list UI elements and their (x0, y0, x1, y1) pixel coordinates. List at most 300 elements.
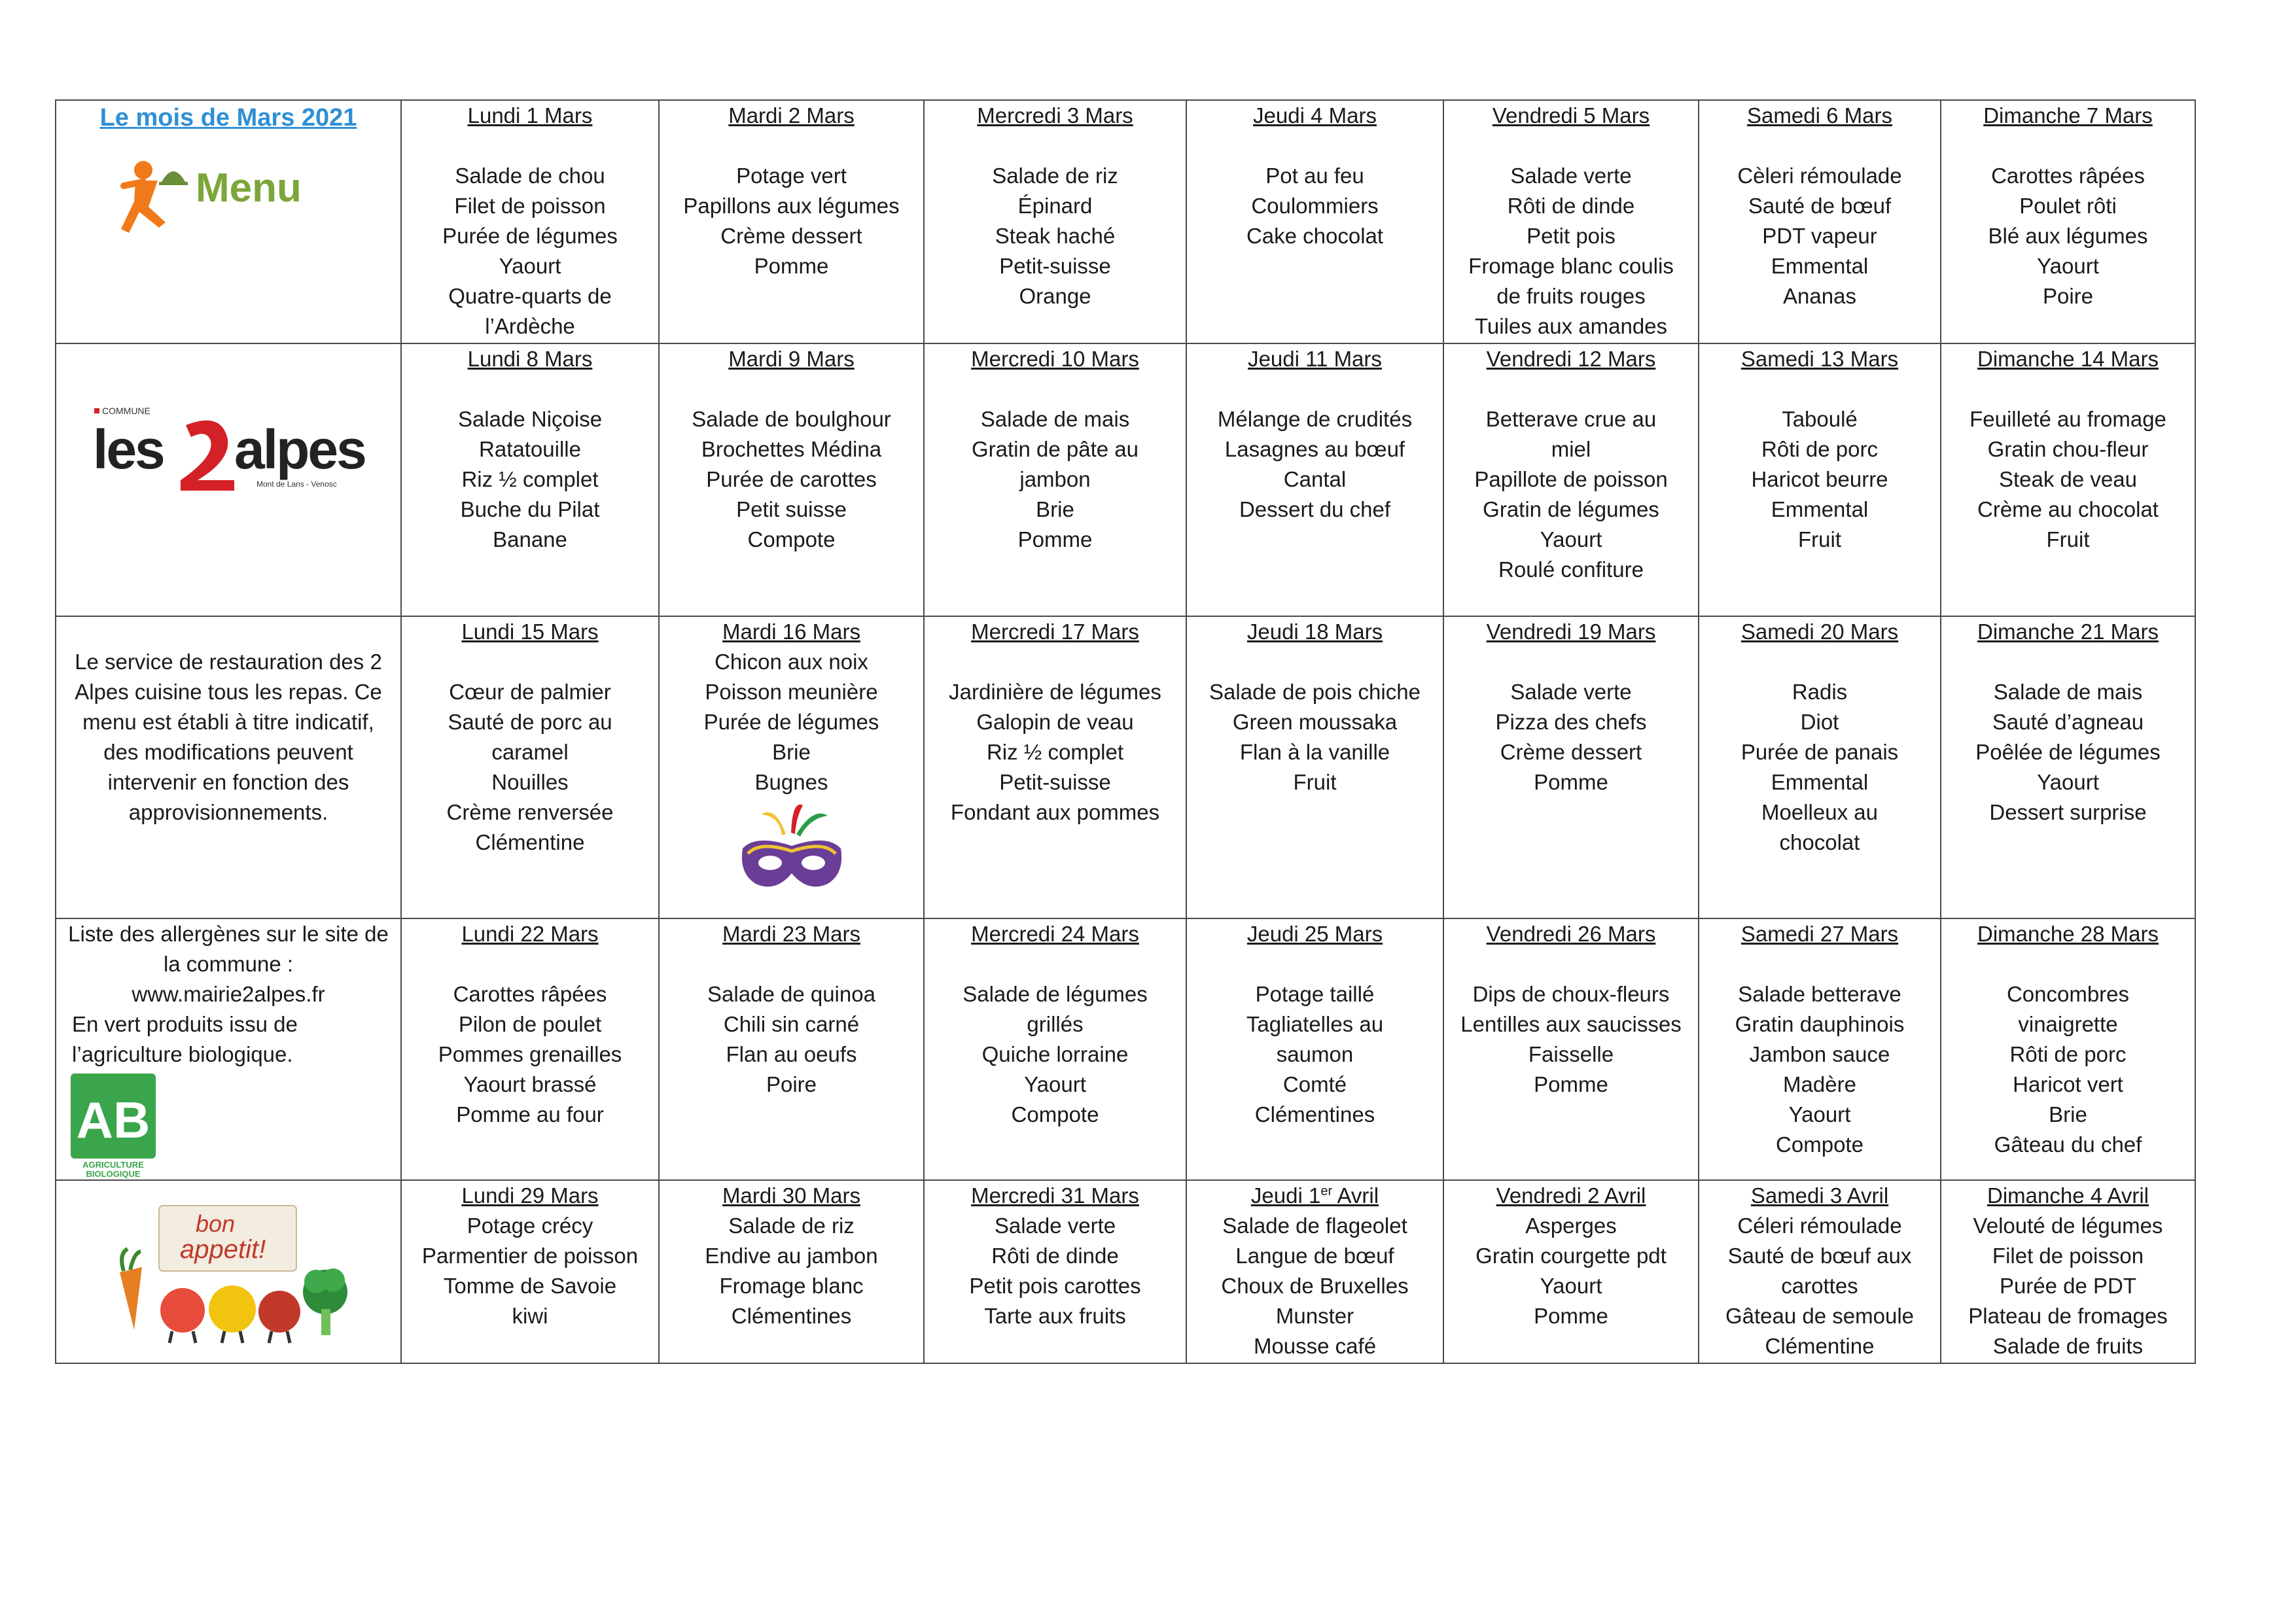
menu-item: Asperges (1525, 1213, 1617, 1238)
info-cell (56, 918, 401, 1180)
day-label: Dimanche 28 Mars (1977, 922, 2159, 946)
menu-item: l’Ardèche (485, 314, 575, 338)
day-cell (1443, 1180, 1699, 1363)
menu-item: Ratatouille (479, 437, 581, 461)
menu-item: Emmental (1771, 770, 1869, 794)
menu-item: Pomme au four (456, 1102, 604, 1126)
day-menu (925, 161, 1186, 311)
day-cell (1699, 1180, 1941, 1363)
week-row (56, 343, 2195, 616)
menu-item: Potage crécy (467, 1213, 593, 1238)
day-menu (925, 979, 1186, 1130)
day-label: Mercredi 17 Mars (971, 620, 1139, 644)
menu-item: Lentilles aux saucisses (1460, 1012, 1682, 1036)
day-menu (660, 1211, 923, 1331)
menu-item: Green moussaka (1232, 710, 1398, 734)
menu-logo-text: Menu (196, 166, 302, 211)
day-cell (924, 616, 1186, 918)
day-label: Jeudi 4 Mars (1253, 103, 1377, 128)
info-cell (56, 616, 401, 918)
day-menu (1699, 677, 1940, 858)
menu-item: Clémentine (1765, 1334, 1875, 1358)
menu-item: Petit-suisse (999, 254, 1111, 278)
day-label: Jeudi 18 Mars (1246, 620, 1383, 644)
day-cell (1941, 616, 2195, 918)
menu-item: Pomme (1534, 1072, 1608, 1096)
menu-item: Faisselle (1528, 1042, 1614, 1066)
menu-item: Haricot vert (2013, 1072, 2123, 1096)
day-cell (1699, 918, 1941, 1180)
menu-item: Parmentier de poisson (421, 1244, 639, 1268)
menu-item: Nouilles (491, 770, 569, 794)
menu-item: Mousse café (1253, 1334, 1377, 1358)
day-label: Mercredi 10 Mars (971, 347, 1139, 371)
menu-item: Jardinière de légumes (949, 680, 1161, 704)
day-menu (1187, 404, 1443, 525)
commune-website-link[interactable]: www.mairie2alpes.fr (132, 982, 325, 1006)
day-menu (402, 404, 658, 555)
menu-item: Feuilleté au fromage (1969, 407, 2166, 431)
menu-item: Chicon aux noix (715, 650, 868, 674)
menu-item: Carottes râpées (453, 982, 607, 1006)
menu-item: Papillote de poisson (1474, 467, 1668, 491)
menu-item: Yaourt (1788, 1102, 1851, 1126)
menu-item: Salade de riz (992, 164, 1118, 188)
menu-item: Orange (1019, 284, 1091, 308)
menu-item: chocolat (1779, 830, 1860, 854)
menu-item: Purée de PDT (1999, 1274, 2137, 1298)
day-cell (1443, 616, 1699, 918)
commune-logo (88, 403, 369, 501)
menu-item: Salade de mais (980, 407, 1130, 431)
menu-item: Petit pois (1527, 224, 1616, 248)
day-label: Vendredi 2 Avril (1496, 1183, 1646, 1208)
day-cell (1443, 918, 1699, 1180)
menu-item: Yaourt (2037, 254, 2099, 278)
bon-appetit-image (104, 1194, 353, 1344)
menu-item: Compote (747, 527, 836, 551)
day-label: Lundi 29 Mars (461, 1183, 599, 1208)
header-cell (56, 100, 401, 343)
menu-item: Petit suisse (736, 497, 847, 521)
day-label: Vendredi 5 Mars (1492, 103, 1650, 128)
day-menu (660, 161, 923, 281)
menu-item: Cèleri rémoulade (1737, 164, 1902, 188)
day-menu (1699, 979, 1940, 1160)
menu-item: Madère (1783, 1072, 1856, 1096)
day-menu (660, 404, 923, 555)
menu-item: Bugnes (754, 770, 828, 794)
menu-item: Tuiles aux amandes (1474, 314, 1668, 338)
menu-item: Taboulé (1782, 407, 1858, 431)
menu-item: Céleri rémoulade (1737, 1213, 1902, 1238)
menu-item: Roulé confiture (1498, 557, 1644, 582)
menu-item: Fondant aux pommes (950, 800, 1160, 824)
day-menu (1699, 161, 1940, 311)
day-cell (401, 918, 659, 1180)
menu-item: Salade de quinoa (707, 982, 875, 1006)
menu-item: Pommes grenailles (438, 1042, 622, 1066)
menu-item: Salade de légumes (963, 982, 1148, 1006)
menu-item: Poêlée de légumes (1975, 740, 2161, 764)
menu-item: Pomme (1534, 1304, 1608, 1328)
menu-item: Fromage blanc (719, 1274, 864, 1298)
day-menu (1699, 404, 1940, 555)
menu-item: Rôti de dinde (991, 1244, 1119, 1268)
menu-item: grillés (1027, 1012, 1084, 1036)
day-cell (1186, 918, 1443, 1180)
commune-name-les: les (93, 419, 164, 480)
menu-item: Pizza des chefs (1495, 710, 1647, 734)
page-title: Le mois de Mars 2021 (99, 104, 357, 131)
day-menu (925, 404, 1186, 555)
ab-label: AB (76, 1091, 150, 1149)
menu-item: Clémentines (731, 1304, 852, 1328)
menu-item: Crème au chocolat (1977, 497, 2159, 521)
menu-item: Fruit (1293, 770, 1337, 794)
menu-item: Crème dessert (1500, 740, 1642, 764)
menu-item: Cœur de palmier (449, 680, 611, 704)
menu-table (55, 99, 2196, 1364)
menu-item: Emmental (1771, 254, 1869, 278)
day-cell (401, 343, 659, 616)
menu-item: Tomme de Savoie (443, 1274, 617, 1298)
menu-item: Rôti de dinde (1507, 194, 1635, 218)
menu-logo (97, 149, 359, 241)
menu-item: Potage taillé (1255, 982, 1375, 1006)
menu-item: Purée de légumes (442, 224, 618, 248)
menu-item: Salade de fruits (1992, 1334, 2144, 1358)
logo-cell (56, 343, 401, 616)
menu-item: carottes (1781, 1274, 1858, 1298)
day-menu (1699, 1211, 1940, 1361)
day-menu (402, 677, 658, 858)
menu-item: Gâteau de semoule (1725, 1304, 1915, 1328)
day-cell (659, 100, 924, 343)
day-label: Mardi 16 Mars (722, 620, 860, 644)
menu-item: Quiche lorraine (981, 1042, 1129, 1066)
menu-item: Gâteau du chef (1994, 1132, 2142, 1157)
day-cell (1186, 616, 1443, 918)
menu-item: Munster (1275, 1304, 1354, 1328)
menu-item: Endive au jambon (705, 1244, 878, 1268)
commune-sub-label: Mont de Lans - Venosc (256, 480, 337, 489)
day-menu (1444, 161, 1698, 341)
menu-item: Concombres (2006, 982, 2130, 1006)
menu-item: Purée de panais (1740, 740, 1899, 764)
day-label: Lundi 22 Mars (461, 922, 599, 946)
menu-item: Choux de Bruxelles (1221, 1274, 1409, 1298)
day-cell (924, 1180, 1186, 1363)
day-cell (1941, 1180, 2195, 1363)
day-cell (659, 343, 924, 616)
menu-item: Comté (1282, 1072, 1347, 1096)
menu-item: Épinard (1017, 194, 1093, 218)
menu-item: Rôti de porc (1761, 437, 1878, 461)
day-menu (925, 677, 1186, 828)
day-cell (924, 100, 1186, 343)
menu-item: Brie (1036, 497, 1074, 521)
menu-item: Flan au oeufs (726, 1042, 857, 1066)
menu-item: Diot (1800, 710, 1839, 734)
menu-item: Poire (766, 1072, 817, 1096)
menu-item: Filet de poisson (454, 194, 606, 218)
day-cell (1699, 616, 1941, 918)
menu-item: Plateau de fromages (1968, 1304, 2168, 1328)
menu-item: Papillons aux légumes (683, 194, 900, 218)
menu-item: Sauté d’agneau (1992, 710, 2144, 734)
menu-item: saumon (1276, 1042, 1354, 1066)
ab-caption-2: BIOLOGIQUE (86, 1169, 141, 1178)
allergen-note: Liste des allergènes sur le site de la commune : (68, 922, 389, 976)
day-label: Mardi 9 Mars (728, 347, 855, 371)
service-note: Le service de restauration des 2 Alpes cuisine tous les repas. Ce menu est établi à titre indicatif, des modifications peuvent intervenir en fonction des approvisionnements. (75, 650, 382, 824)
commune-small-label: COMMUNE (102, 406, 150, 416)
menu-item: Poulet rôti (2019, 194, 2117, 218)
menu-item: Chili sin carné (723, 1012, 860, 1036)
menu-item: Yaourt (1540, 527, 1602, 551)
day-menu (1444, 979, 1698, 1100)
menu-item: Fruit (2046, 527, 2090, 551)
bon-appetit-word-2: appetit! (180, 1235, 266, 1264)
week-row (56, 616, 2195, 918)
day-cell (1186, 343, 1443, 616)
menu-item: de fruits rouges (1496, 284, 1646, 308)
day-cell (924, 918, 1186, 1180)
menu-item: Compote (1011, 1102, 1099, 1126)
day-menu (925, 1211, 1186, 1331)
day-label: Mardi 2 Mars (728, 103, 855, 128)
menu-item: Riz ½ complet (986, 740, 1124, 764)
menu-item: Salade de boulghour (692, 407, 891, 431)
menu-item: caramel (491, 740, 569, 764)
day-cell (401, 616, 659, 918)
day-cell (401, 1180, 659, 1363)
day-menu (1941, 677, 2195, 828)
day-label-suffix: Avril (1332, 1183, 1379, 1208)
menu-item: Salade verte (1510, 164, 1632, 188)
menu-item: Filet de poisson (1992, 1244, 2144, 1268)
menu-item: Salade betterave (1738, 982, 1901, 1006)
menu-item: Lasagnes au bœuf (1224, 437, 1405, 461)
day-menu (1941, 979, 2195, 1160)
menu-item: Blé aux légumes (1988, 224, 2148, 248)
day-menu (1444, 677, 1698, 797)
day-menu (1187, 161, 1443, 251)
menu-item: Salade de riz (728, 1213, 855, 1238)
ab-caption-1: AGRICULTURE (82, 1160, 144, 1170)
day-label: Jeudi 25 Mars (1246, 922, 1383, 946)
menu-item: Pot au feu (1265, 164, 1364, 188)
menu-item: Coulommiers (1251, 194, 1379, 218)
day-cell (1941, 343, 2195, 616)
menu-item: Betterave crue au (1485, 407, 1657, 431)
menu-item: Steak de veau (1999, 467, 2137, 491)
day-label: Vendredi 19 Mars (1486, 620, 1656, 644)
menu-item: Pomme (1017, 527, 1093, 551)
menu-item: Yaourt (2037, 770, 2099, 794)
menu-item: Salade verte (1510, 680, 1632, 704)
day-menu (1187, 677, 1443, 797)
menu-item: Yaourt (1024, 1072, 1086, 1096)
day-menu (1187, 1211, 1443, 1361)
menu-item: Dips de choux-fleurs (1472, 982, 1670, 1006)
menu-item: Rôti de porc (2009, 1042, 2127, 1066)
menu-item: PDT vapeur (1762, 224, 1877, 248)
day-menu (1941, 1211, 2195, 1361)
menu-item: Salade de chou (455, 164, 605, 188)
menu-item: Pomme (1534, 770, 1608, 794)
day-cell (1941, 918, 2195, 1180)
menu-item: Salade Niçoise (457, 407, 603, 431)
menu-item: Cake chocolat (1246, 224, 1384, 248)
menu-item: Crème dessert (720, 224, 862, 248)
day-cell (1699, 100, 1941, 343)
menu-item: Poisson meunière (705, 680, 878, 704)
day-label: Dimanche 4 Avril (1987, 1183, 2149, 1208)
carnival-mask-image (730, 800, 854, 898)
day-label-prefix: Jeudi 1 (1250, 1183, 1321, 1208)
day-cell (1186, 100, 1443, 343)
menu-item: Steak haché (995, 224, 1116, 248)
menu-item: Gratin dauphinois (1735, 1012, 1905, 1036)
day-label: Jeudi 11 Mars (1248, 347, 1382, 371)
day-menu (402, 161, 658, 341)
menu-item: Yaourt brassé (463, 1072, 597, 1096)
menu-item: Galopin de veau (976, 710, 1134, 734)
menu-item: Petit-suisse (999, 770, 1111, 794)
day-menu (402, 979, 658, 1130)
day-cell (659, 616, 924, 918)
day-label (1187, 1181, 1443, 1211)
menu-item: Salade de pois chiche (1209, 680, 1421, 704)
day-menu (1444, 1211, 1698, 1331)
day-label: Mercredi 3 Mars (977, 103, 1133, 128)
menu-item: Fromage blanc coulis (1468, 254, 1674, 278)
menu-item: Buche du Pilat (460, 497, 600, 521)
day-label: Dimanche 7 Mars (1983, 103, 2153, 128)
menu-item: Brie (772, 740, 811, 764)
menu-item: kiwi (512, 1304, 548, 1328)
week-row (56, 1180, 2195, 1363)
menu-item: Sauté de porc au (448, 710, 612, 734)
menu-item: Velouté de légumes (1973, 1213, 2163, 1238)
menu-item: Salade verte (994, 1213, 1116, 1238)
day-cell (1186, 1180, 1443, 1363)
day-label: Samedi 6 Mars (1747, 103, 1892, 128)
commune-name-alpes: alpes (234, 419, 365, 480)
menu-item: Jambon sauce (1749, 1042, 1890, 1066)
week-row (56, 100, 2195, 343)
menu-item: Purée de carottes (706, 467, 877, 491)
menu-item: Banane (493, 527, 567, 551)
menu-item: Gratin de pâte au (971, 437, 1139, 461)
menu-item: Mélange de crudités (1217, 407, 1413, 431)
menu-item: Quatre-quarts de (448, 284, 612, 308)
menu-item: Flan à la vanille (1239, 740, 1390, 764)
day-label: Samedi 20 Mars (1740, 620, 1899, 644)
menu-item: jambon (1019, 467, 1091, 491)
organic-note: En vert produits issu de l’agriculture biologique. (72, 1012, 298, 1066)
menu-item: Yaourt (1540, 1274, 1602, 1298)
day-menu (1444, 404, 1698, 585)
day-label: Mercredi 31 Mars (971, 1183, 1139, 1208)
menu-item: Poire (2042, 284, 2094, 308)
menu-item: Clémentines (1254, 1102, 1375, 1126)
day-menu (402, 1211, 658, 1331)
day-label-ordinal: er (1320, 1184, 1333, 1198)
menu-item: Sauté de bœuf (1748, 194, 1892, 218)
menu-item: Salade de mais (1993, 680, 2143, 704)
menu-item: Carottes râpées (1991, 164, 2145, 188)
day-label: Samedi 3 Avril (1750, 1183, 1889, 1208)
day-label: Mardi 30 Mars (722, 1183, 860, 1208)
menu-item: Gratin de légumes (1483, 497, 1659, 521)
menu-item: Tarte aux fruits (984, 1304, 1126, 1328)
day-cell (401, 100, 659, 343)
day-label: Lundi 15 Mars (461, 620, 599, 644)
day-label: Vendredi 26 Mars (1486, 922, 1656, 946)
menu-item: Salade de flageolet (1222, 1213, 1407, 1238)
day-cell (1443, 343, 1699, 616)
day-cell (1699, 343, 1941, 616)
menu-item: Compote (1776, 1132, 1863, 1157)
menu-item: Petit pois carottes (969, 1274, 1141, 1298)
day-label: Mardi 23 Mars (722, 922, 860, 946)
day-menu (1941, 404, 2195, 555)
menu-item: vinaigrette (2018, 1012, 2118, 1036)
menu-item: Crème renversée (446, 800, 614, 824)
day-menu (660, 647, 923, 797)
menu-item: Sauté de bœuf aux (1727, 1244, 1912, 1268)
menu-item: Dessert surprise (1989, 800, 2147, 824)
menu-item: Riz ½ complet (461, 467, 599, 491)
menu-item: Emmental (1771, 497, 1869, 521)
menu-item: Tagliatelles au (1246, 1012, 1384, 1036)
menu-item: Dessert du chef (1239, 497, 1391, 521)
menu-item: Yaourt (499, 254, 561, 278)
day-cell (659, 918, 924, 1180)
menu-item: Pomme (754, 254, 829, 278)
day-cell (1443, 100, 1699, 343)
menu-item: Radis (1792, 680, 1848, 704)
week-row (56, 918, 2195, 1180)
menu-item: Langue de bœuf (1235, 1244, 1394, 1268)
menu-item: Pilon de poulet (458, 1012, 602, 1036)
menu-item: Moelleux au (1761, 800, 1878, 824)
menu-item: Gratin courgette pdt (1475, 1244, 1667, 1268)
day-label: Lundi 8 Mars (467, 347, 593, 371)
day-label: Dimanche 14 Mars (1977, 347, 2159, 371)
day-cell (924, 343, 1186, 616)
day-label: Vendredi 12 Mars (1486, 347, 1656, 371)
menu-item: Potage vert (736, 164, 847, 188)
day-cell (1941, 100, 2195, 343)
menu-item: Brie (2049, 1102, 2087, 1126)
menu-item: Brochettes Médina (701, 437, 882, 461)
bon-appetit-word-1: bon (196, 1210, 236, 1237)
menu-item: Ananas (1783, 284, 1856, 308)
day-menu (1941, 161, 2195, 311)
menu-item: Clémentine (475, 830, 585, 854)
menu-item: Haricot beurre (1751, 467, 1888, 491)
menu-item: Gratin chou-fleur (1987, 437, 2149, 461)
day-label: Dimanche 21 Mars (1977, 620, 2159, 644)
day-label: Samedi 27 Mars (1740, 922, 1899, 946)
logo-cell (56, 1180, 401, 1363)
day-label: Mercredi 24 Mars (971, 922, 1139, 946)
menu-item: Cantal (1283, 467, 1347, 491)
